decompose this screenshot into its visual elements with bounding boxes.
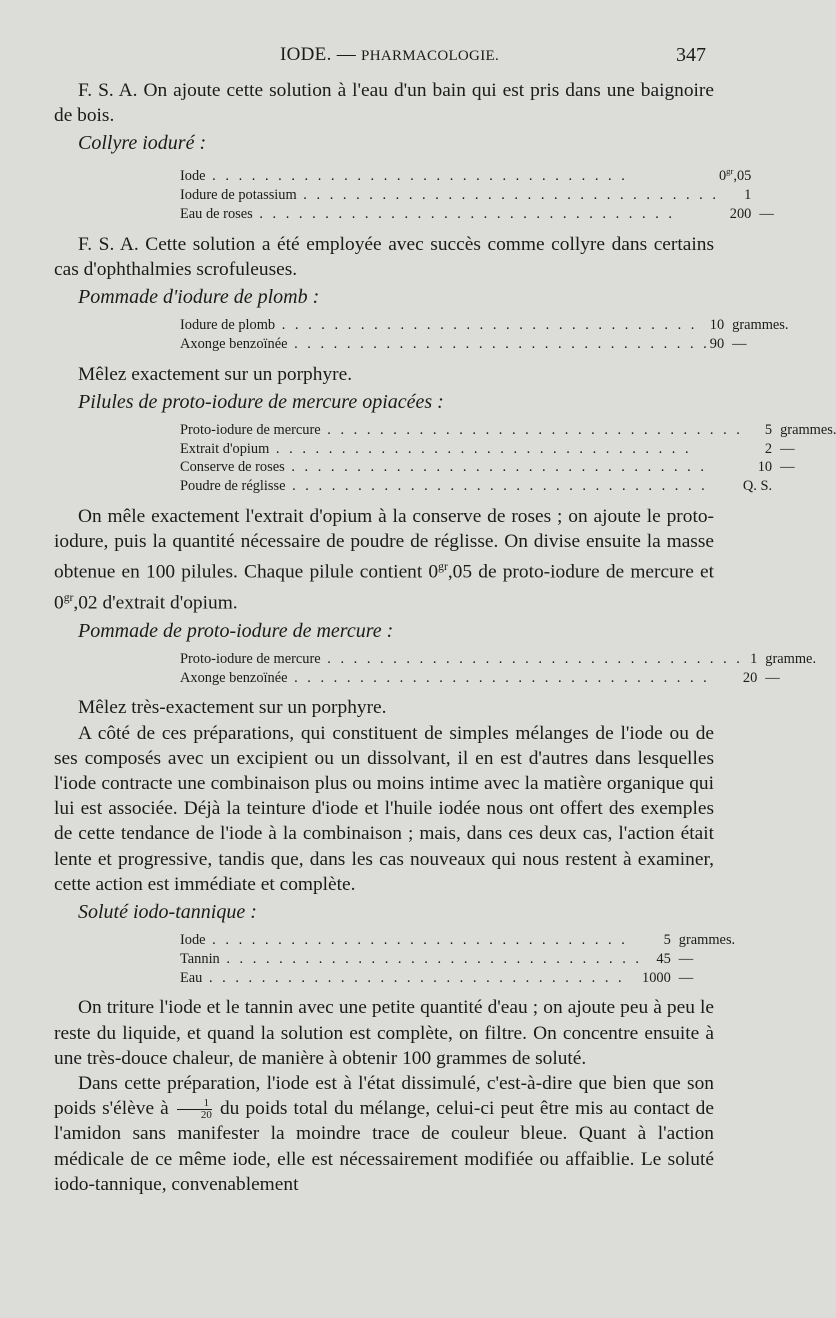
paragraph: F. S. A. Cette solution a été employée avec succès comme collyre dans certains cas d'ophthalmies scrofuleuses. [54, 233, 714, 280]
ingredient-name: Proto-iodure de mercure . . . . . . . . . . . . . . . . . . . . . . . . . . . . . . . . [180, 650, 743, 667]
recipe-table [180, 316, 789, 354]
ingredient-unit [759, 162, 773, 186]
recipe-row [180, 969, 735, 988]
ingredient-quantity: 5 [764, 421, 773, 438]
ingredient-name: Axonge benzoïnée . . . . . . . . . . . . . . . . . . . . . . . . . . . . . . . . [180, 335, 710, 352]
recipe-row [180, 421, 836, 440]
ingredient-name: Iode . . . . . . . . . . . . . . . . . . . . . . . . . . . . . . . . [180, 168, 628, 185]
ingredient-quantity: 10 [709, 317, 725, 333]
ingredient-name: Iodure de plomb . . . . . . . . . . . . . . . . . . . . . . . . . . . . . . . . [180, 317, 698, 333]
running-head [280, 44, 499, 66]
ingredient-unit: — [759, 205, 774, 222]
recipe-row [180, 162, 774, 186]
ingredient-quantity: 10 [757, 459, 773, 476]
recipe-row [180, 205, 774, 224]
ingredient-quantity: 20 [742, 669, 758, 686]
paragraph: Mêlez très-exactement sur un porphyre. [78, 697, 387, 719]
recipe-table [180, 931, 735, 987]
ingredient-quantity: 1000 [642, 969, 671, 986]
page-header [0, 44, 800, 72]
recipe-title: Pommade de proto-iodure de mercure : [78, 619, 394, 642]
ingredient-name: Extrait d'opium . . . . . . . . . . . . . . . . . . . . . . . . . . . . . . . . [180, 440, 692, 457]
recipe-row [180, 931, 735, 950]
ingredient-unit: grammes. [678, 931, 736, 948]
ingredient-quantity: 200 [729, 205, 752, 222]
running-head-title: IODE. [280, 44, 332, 65]
recipe-row [180, 440, 836, 459]
ingredient-quantity: 2 [764, 440, 773, 457]
ingredient-unit: — [780, 459, 795, 476]
recipe-row [180, 316, 789, 335]
ingredient-unit [759, 186, 773, 205]
ingredient-name: Iodure de potassium . . . . . . . . . . . . . . . . . . . . . . . . . . . . . . . . [180, 187, 719, 203]
recipe-title: Pilules de proto-iodure de mercure opiacées : [78, 390, 444, 413]
recipe-title: Collyre ioduré : [78, 132, 207, 155]
ingredient-unit: grammes. [732, 317, 789, 333]
running-head-section: PHARMACOLOGIE. [361, 48, 500, 64]
ingredient-unit [780, 477, 836, 496]
ingredient-unit: — [732, 335, 747, 352]
paragraph: A côté de ces préparations, qui constituent de simples mélanges de l'iode ou de ses composés avec un excipient ou un dissolvant, il en est d'autres dans lesquelles l'iode contracte une combinaison plus ou moins intime avec la matière organique qui lui est associée. Déjà la teinture d'iode et l'huile iodée nous ont offert des exemples de cette tendance de l'iode à la combinaison ; mais, dans ces deux cas, l'action était lente et progressive, tandis que, dans les cas nouveaux qui nous restent à examiner, cette action est immédiate et complète. [54, 722, 714, 895]
recipe-table [180, 162, 774, 223]
paragraph: On triture l'iode et le tannin avec une petite quantité d'eau ; on ajoute peu à peu le reste du liquide, et quand la solution est complète, on filtre. On concentre ensuite à une très-douce chaleur, de manière à obtenir 100 grammes de soluté. [54, 997, 714, 1069]
recipe-row [180, 650, 816, 669]
ingredient-quantity: $0^{gr},05$ [718, 166, 752, 185]
ingredient-unit: — [678, 950, 694, 967]
recipe-row [180, 335, 789, 354]
ingredient-unit: — [780, 440, 795, 457]
paragraph: F. S. A. On ajoute cette solution à l'eau d'un bain qui est pris dans une baignoire de bois. [54, 80, 714, 127]
ingredient-name: Eau . . . . . . . . . . . . . . . . . . . . . . . . . . . . . . . . [180, 969, 625, 986]
ingredient-unit: gramme. [765, 650, 817, 667]
ingredient-name: Tannin . . . . . . . . . . . . . . . . . . . . . . . . . . . . . . . . [180, 950, 643, 967]
running-head-separator: — [331, 44, 362, 65]
recipe-title: Soluté iodo-tannique : [78, 900, 257, 923]
ingredient-quantity: Q. S. [742, 478, 773, 495]
recipe-row [180, 950, 735, 969]
recipe-row [180, 186, 774, 205]
page-body [54, 78, 836, 1197]
ingredient-quantity: 1 [750, 650, 758, 667]
ingredient-name: Eau de roses . . . . . . . . . . . . . . . . . . . . . . . . . . . . . . . . [180, 205, 675, 222]
page-number: 347 [676, 44, 706, 66]
paragraph: Dans cette préparation, l'iode est à l'état dissimulé, c'est-à-dire que bien que son poids s'élève à $\frac{1}{20}$ du poids total du mélange, celui-ci peut être mis au contact de l'amidon sans manifester la moindre trace de couleur bleue. Quant à l'action médicale de ce même iode, elle est nécessairement modifiée ou affaiblie. Le soluté iodo-tannique, convenablement [54, 1072, 714, 1195]
ingredient-quantity: 5 [663, 931, 671, 948]
recipe-row [180, 669, 816, 688]
ingredient-name: Iode . . . . . . . . . . . . . . . . . . . . . . . . . . . . . . . . [180, 931, 628, 948]
ingredient-name: Axonge benzoïnée . . . . . . . . . . . . . . . . . . . . . . . . . . . . . . . . [180, 669, 710, 686]
ingredient-unit: — [765, 669, 780, 686]
ingredient-name: Proto-iodure de mercure . . . . . . . . . . . . . . . . . . . . . . . . . . . . . . . . [180, 421, 743, 438]
ingredient-unit: — [678, 969, 694, 986]
ingredient-name: Poudre de réglisse . . . . . . . . . . . . . . . . . . . . . . . . . . . . . . . . [180, 478, 708, 495]
ingredient-quantity: 45 [656, 950, 671, 967]
paragraph: On mêle exactement l'extrait d'opium à la conserve de roses ; on ajoute le proto-iodure, puis la quantité nécessaire de poudre de réglisse. On divise ensuite la masse obtenue en 100 pilules. Chaque pilule contient $0^{gr},05$ de proto-iodure de mercure et $0^{gr},02$ d'extrait d'opium. [54, 505, 714, 614]
ingredient-quantity: 1 [744, 187, 752, 203]
recipe-table [180, 421, 836, 496]
ingredient-quantity: 90 [709, 335, 725, 352]
paragraph: Mêlez exactement sur un porphyre. [78, 363, 353, 385]
recipe-row [180, 477, 836, 496]
recipe-row [180, 458, 836, 477]
ingredient-name: Conserve de roses . . . . . . . . . . . . . . . . . . . . . . . . . . . . . . . . [180, 459, 707, 476]
ingredient-unit: grammes. [780, 421, 836, 438]
recipe-table [180, 650, 816, 688]
recipe-title: Pommade d'iodure de plomb : [78, 286, 320, 308]
